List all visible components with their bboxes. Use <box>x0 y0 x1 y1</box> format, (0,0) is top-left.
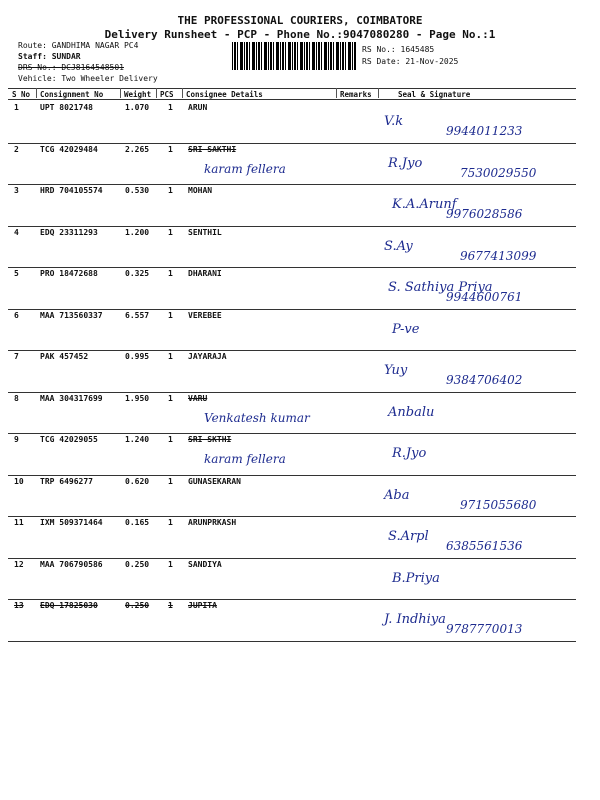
table-top-rule <box>8 88 576 89</box>
row-consignee: JAYARAJA <box>188 352 227 361</box>
row-weight: 1.200 <box>125 227 150 237</box>
row-signature: V.k <box>384 114 404 129</box>
row-sno: 12 <box>14 559 24 569</box>
row-separator <box>8 558 576 559</box>
row-consignee: VARU <box>188 393 208 403</box>
row-pcs: 1 <box>168 601 173 610</box>
row-note: karam fellera <box>204 161 286 176</box>
row-sno: 10 <box>14 476 24 486</box>
row-weight: 0.995 <box>125 352 150 361</box>
row-signature: Anbalu <box>388 404 435 420</box>
row-weight: 1.950 <box>125 393 150 403</box>
row-consignee: JUPITA <box>188 601 217 610</box>
row-consignee: SRI SKTHI <box>188 435 232 444</box>
row-signature: Aba <box>384 487 410 503</box>
row-signature: Yuy <box>384 363 408 378</box>
row-phone: 9715055680 <box>460 497 537 512</box>
row-pcs: 1 <box>168 269 173 278</box>
col-header-pcs: PCS <box>160 90 174 99</box>
staff-label: Staff: SUNDAR <box>18 52 81 61</box>
row-phone: 9944600761 <box>446 290 523 304</box>
row-pcs: 1 <box>168 518 173 527</box>
row-consignment: EDQ 17825030 <box>40 601 98 610</box>
row-separator <box>8 143 576 144</box>
row-pcs: 1 <box>168 186 173 195</box>
row-consignee: SANDIYA <box>188 559 222 569</box>
row-sno: 7 <box>14 352 19 361</box>
row-consignee: SRI SAKTHI <box>188 144 237 154</box>
row-signature: R.Jyo <box>392 446 427 461</box>
row-consignment: MAA 304317699 <box>40 393 103 403</box>
row-sno: 3 <box>14 186 19 195</box>
row-separator <box>8 433 576 434</box>
col-divider <box>120 88 121 98</box>
row-consignee: ARUNPRKASH <box>188 518 237 527</box>
row-sno: 13 <box>14 601 24 610</box>
row-consignee: DHARANI <box>188 269 222 278</box>
row-separator <box>8 599 576 600</box>
row-separator <box>8 309 576 310</box>
row-weight: 0.620 <box>125 476 150 486</box>
row-phone: 9677413099 <box>460 248 537 263</box>
row-consignment: EDQ 23311293 <box>40 227 98 237</box>
row-weight: 1.240 <box>125 435 150 444</box>
row-sno: 11 <box>14 518 24 527</box>
row-signature: S.Ay <box>384 238 413 254</box>
row-consignee: MOHAN <box>188 186 213 195</box>
row-consignment: TCG 42029055 <box>40 435 98 444</box>
row-pcs: 1 <box>168 559 173 569</box>
barcode <box>232 42 356 70</box>
row-weight: 1.070 <box>125 103 150 112</box>
row-consignment: MAA 713560337 <box>40 310 103 320</box>
col-divider <box>156 88 157 98</box>
table-header-rule <box>8 99 576 100</box>
row-consignment: PRO 18472688 <box>40 269 98 278</box>
row-signature: S. Sathiya Priya <box>388 280 493 295</box>
row-pcs: 1 <box>168 393 173 403</box>
col-header-consignee: Consignee Details <box>186 90 263 99</box>
row-sno: 2 <box>14 144 19 154</box>
row-weight: 0.165 <box>125 518 150 527</box>
row-signature: K.A.Arunf <box>392 197 457 212</box>
col-header-consignment: Consignment No <box>40 90 104 99</box>
row-sno: 9 <box>14 435 19 444</box>
row-sno: 6 <box>14 310 19 320</box>
row-signature: R.Jyo <box>388 155 423 171</box>
row-consignment: IXM 509371464 <box>40 518 103 527</box>
row-sno: 4 <box>14 227 19 237</box>
col-header-sno: S No <box>12 90 31 99</box>
row-consignment: MAA 706790586 <box>40 559 103 569</box>
row-signature: B.Priya <box>392 570 440 586</box>
row-signature: J. Indhiya <box>384 612 446 627</box>
row-consignee: GUNASEKARAN <box>188 476 241 486</box>
row-separator <box>8 641 576 642</box>
courier-title: THE PROFESSIONAL COURIERS, COIMBATORE <box>177 14 423 27</box>
col-divider <box>36 88 37 98</box>
row-weight: 0.530 <box>125 186 150 195</box>
row-separator <box>8 226 576 227</box>
row-pcs: 1 <box>168 310 173 320</box>
rs-date: RS Date: 21-Nov-2025 <box>362 57 459 66</box>
runsheet-subtitle: Delivery Runsheet - PCP - Phone No.:9047080280 - Page No.:1 <box>104 28 496 41</box>
row-separator <box>8 267 576 268</box>
col-header-signature: Seal & Signature <box>398 90 471 99</box>
row-pcs: 1 <box>168 144 173 154</box>
row-phone: 9944011233 <box>446 124 523 138</box>
row-consignee: SENTHIL <box>188 227 222 237</box>
row-consignee: ARUN <box>188 103 208 112</box>
row-weight: 6.557 <box>125 310 150 320</box>
row-note: karam fellera <box>204 452 286 466</box>
row-consignment: UPT 8021748 <box>40 103 93 112</box>
row-note: Venkatesh kumar <box>204 410 310 425</box>
row-pcs: 1 <box>168 476 173 486</box>
row-signature: S.Arpl <box>388 529 429 544</box>
route-label: Route: GANDHIMA NAGAR PC4 <box>18 41 139 50</box>
row-weight: 2.265 <box>125 144 150 154</box>
col-divider <box>378 88 379 98</box>
row-signature: P-ve <box>392 321 420 337</box>
row-sno: 1 <box>14 103 19 112</box>
row-consignment: PAK 457452 <box>40 352 89 361</box>
rs-number: RS No.: 1645485 <box>362 45 435 54</box>
col-divider <box>336 88 337 98</box>
row-weight: 0.250 <box>125 601 150 610</box>
row-phone: 7530029550 <box>460 165 537 180</box>
col-header-weight: Weight <box>124 90 152 99</box>
row-consignment: TRP 6496277 <box>40 476 93 486</box>
row-weight: 0.250 <box>125 559 150 569</box>
vehicle-label: Vehicle: Two Wheeler Delivery <box>18 74 158 83</box>
row-phone: 9384706402 <box>446 373 523 387</box>
row-separator <box>8 516 576 517</box>
row-phone: 9787770013 <box>446 622 523 636</box>
row-pcs: 1 <box>168 435 173 444</box>
row-phone: 9976028586 <box>446 207 523 221</box>
row-pcs: 1 <box>168 227 173 237</box>
row-phone: 6385561536 <box>446 539 523 553</box>
drs-label: DRS No.: DCJ8164548501 <box>18 63 124 72</box>
row-separator <box>8 392 576 393</box>
row-consignee: VEREBEE <box>188 310 222 320</box>
col-divider <box>182 88 183 98</box>
row-consignment: TCG 42029484 <box>40 144 98 154</box>
col-header-remarks: Remarks <box>340 90 372 99</box>
row-weight: 0.325 <box>125 269 150 278</box>
row-consignment: HRD 704105574 <box>40 186 103 195</box>
row-separator <box>8 475 576 476</box>
row-separator <box>8 350 576 351</box>
row-pcs: 1 <box>168 103 173 112</box>
row-pcs: 1 <box>168 352 173 361</box>
row-sno: 8 <box>14 393 19 403</box>
row-sno: 5 <box>14 269 19 278</box>
row-separator <box>8 184 576 185</box>
